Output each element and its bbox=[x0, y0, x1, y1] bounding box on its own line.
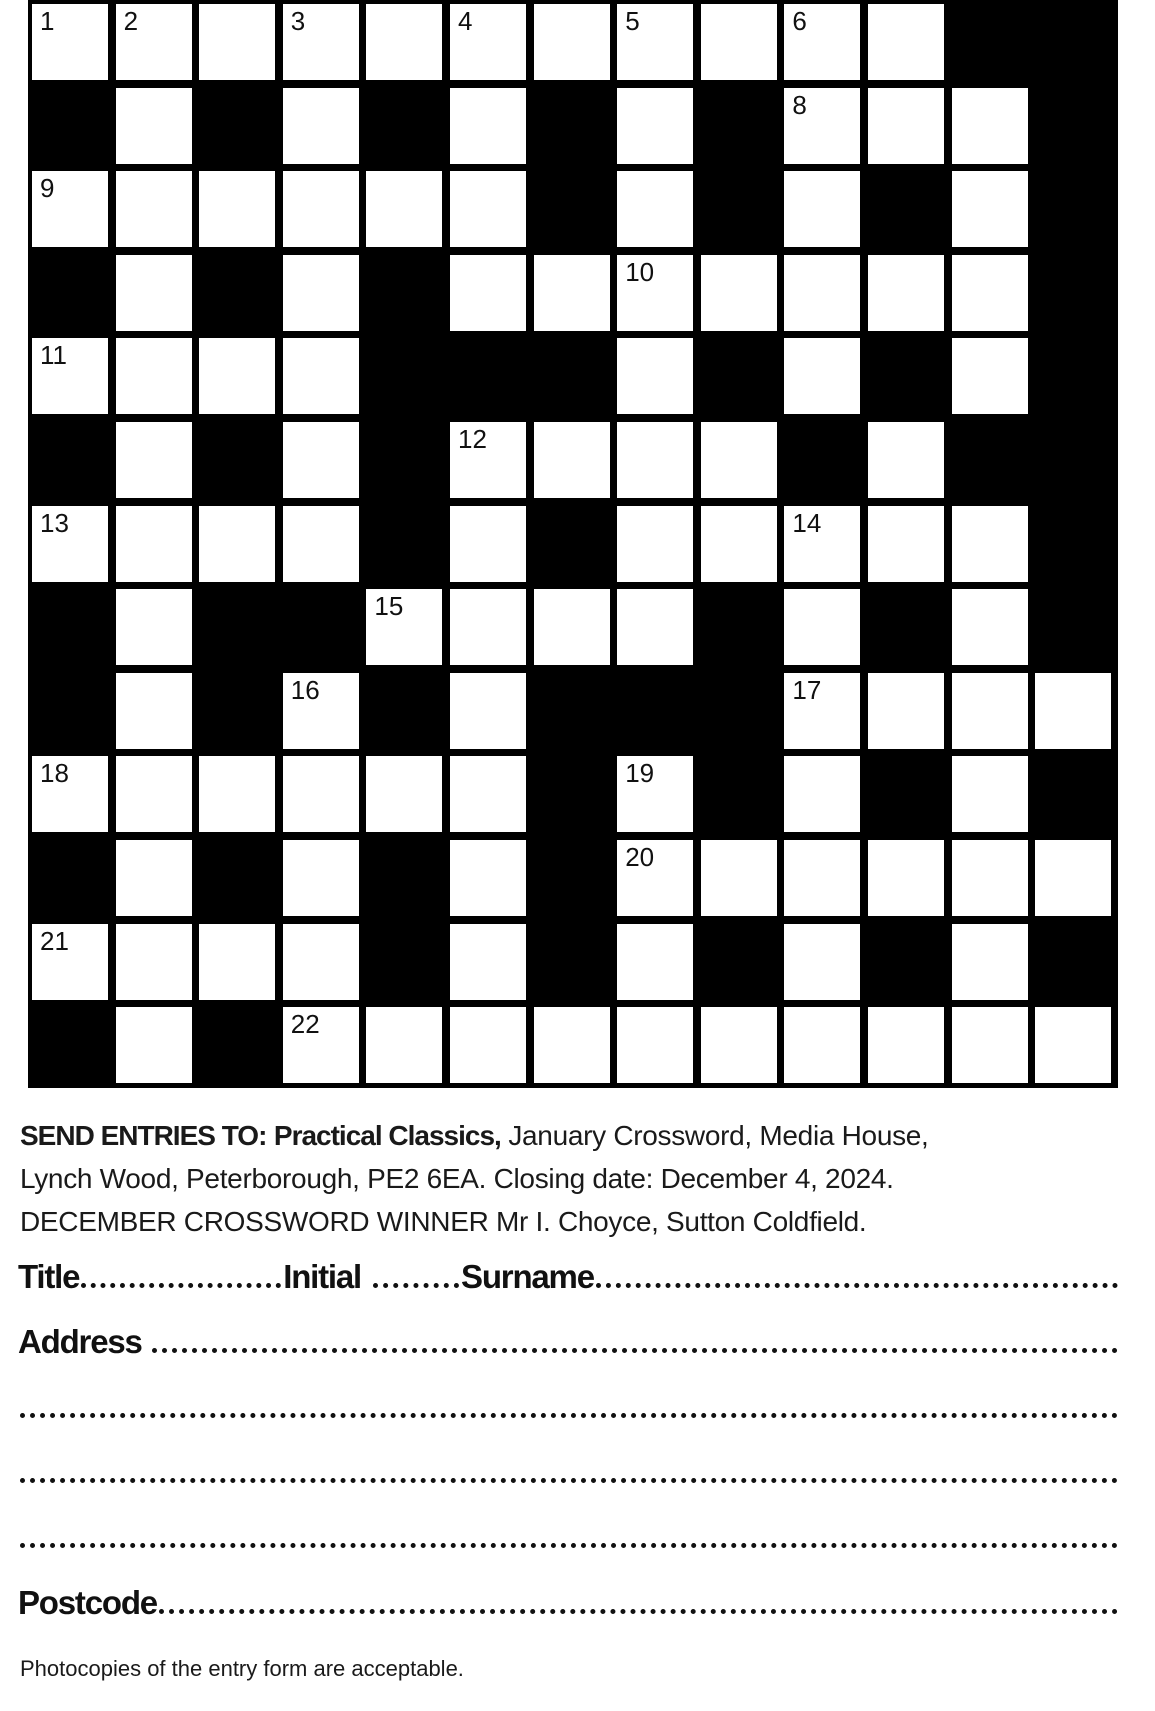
crossword-cell[interactable] bbox=[199, 171, 275, 247]
crossword-cell[interactable] bbox=[32, 171, 108, 247]
photocopy-note: Photocopies of the entry form are acceptable. bbox=[20, 1656, 464, 1681]
address-row bbox=[18, 1321, 1120, 1361]
crossword-cell[interactable] bbox=[952, 88, 1028, 164]
crossword-cell[interactable] bbox=[366, 1007, 442, 1083]
initial-label: Initial bbox=[283, 1258, 362, 1295]
crossword-cell[interactable] bbox=[116, 924, 192, 1000]
address-field-4[interactable] bbox=[20, 1543, 1118, 1548]
crossword-cell[interactable] bbox=[952, 756, 1028, 832]
crossword-cell[interactable] bbox=[450, 506, 526, 582]
magazine-name: Practical Classics, bbox=[273, 1120, 501, 1151]
crossword-cell[interactable] bbox=[868, 673, 944, 749]
crossword-cell[interactable] bbox=[617, 924, 693, 1000]
crossword-cell[interactable] bbox=[116, 673, 192, 749]
crossword-cell[interactable] bbox=[784, 171, 860, 247]
crossword-cell[interactable] bbox=[283, 4, 359, 80]
crossword-cell[interactable] bbox=[283, 88, 359, 164]
postcode-label: Postcode bbox=[18, 1584, 157, 1621]
crossword-cell[interactable] bbox=[701, 4, 777, 80]
crossword-cell[interactable] bbox=[283, 422, 359, 498]
crossword-cell[interactable] bbox=[868, 422, 944, 498]
crossword-cell[interactable] bbox=[283, 338, 359, 414]
clue-number: 22 bbox=[290, 1009, 320, 1040]
address-label: Address bbox=[18, 1323, 142, 1360]
crossword-cell[interactable] bbox=[701, 1007, 777, 1083]
crossword-cell[interactable] bbox=[450, 88, 526, 164]
crossword-cell[interactable] bbox=[1035, 1007, 1111, 1083]
crossword-cell[interactable] bbox=[617, 338, 693, 414]
crossword-cell[interactable] bbox=[116, 422, 192, 498]
address-row-2 bbox=[18, 1386, 1120, 1426]
clue-number: 4 bbox=[458, 6, 473, 36]
crossword-cell[interactable] bbox=[617, 506, 693, 582]
crossword-cell[interactable] bbox=[534, 4, 610, 80]
crossword-cell[interactable] bbox=[534, 589, 610, 665]
crossword-cell[interactable] bbox=[116, 506, 192, 582]
crossword-cell[interactable] bbox=[450, 756, 526, 832]
crossword-cell[interactable] bbox=[450, 589, 526, 665]
title-field[interactable] bbox=[81, 1283, 281, 1288]
crossword-cell[interactable] bbox=[283, 756, 359, 832]
crossword-cell[interactable] bbox=[32, 924, 108, 1000]
name-row bbox=[18, 1256, 1120, 1296]
clue-number: 1 bbox=[40, 6, 55, 36]
crossword-cell[interactable] bbox=[116, 338, 192, 414]
crossword-cell[interactable] bbox=[784, 338, 860, 414]
entry-instructions bbox=[20, 1114, 1130, 1243]
surname-label: Surname bbox=[461, 1258, 594, 1295]
crossword-cell[interactable] bbox=[784, 589, 860, 665]
crossword-cell[interactable] bbox=[116, 840, 192, 916]
clue-number: 10 bbox=[625, 256, 655, 287]
clue-number: 5 bbox=[625, 6, 640, 36]
address-line-1: January Crossword, Media House, bbox=[500, 1120, 929, 1151]
previous-winner: DECEMBER CROSSWORD WINNER Mr I. Choyce, Sutton Coldfield. bbox=[20, 1206, 867, 1237]
crossword-cell[interactable] bbox=[199, 756, 275, 832]
address-line-2: Lynch Wood, Peterborough, PE2 6EA. Closing date: December 4, 2024. bbox=[20, 1163, 894, 1194]
clue-number: 19 bbox=[625, 758, 655, 789]
crossword-cell[interactable] bbox=[868, 88, 944, 164]
crossword-cell[interactable] bbox=[199, 506, 275, 582]
address-row-3 bbox=[18, 1451, 1120, 1491]
clue-number: 16 bbox=[290, 674, 320, 705]
crossword-cell[interactable] bbox=[784, 4, 860, 80]
crossword-cell[interactable] bbox=[1035, 840, 1111, 916]
clue-number: 17 bbox=[792, 674, 822, 705]
crossword-cell[interactable] bbox=[199, 924, 275, 1000]
crossword-cell[interactable] bbox=[701, 506, 777, 582]
crossword-cell[interactable] bbox=[952, 171, 1028, 247]
crossword-cell[interactable] bbox=[450, 255, 526, 331]
crossword-cell[interactable] bbox=[1035, 673, 1111, 749]
clue-number: 18 bbox=[40, 758, 69, 789]
crossword-cell[interactable] bbox=[701, 840, 777, 916]
crossword-cell[interactable] bbox=[617, 422, 693, 498]
crossword-cell[interactable] bbox=[116, 88, 192, 164]
clue-number: 11 bbox=[40, 340, 67, 371]
crossword-cell[interactable] bbox=[32, 338, 108, 414]
crossword-cell[interactable] bbox=[868, 4, 944, 80]
crossword-cell[interactable] bbox=[701, 422, 777, 498]
crossword-cell[interactable] bbox=[450, 422, 526, 498]
crossword-cell[interactable] bbox=[116, 4, 192, 80]
initial-field[interactable] bbox=[373, 1283, 459, 1288]
crossword-cell[interactable] bbox=[199, 338, 275, 414]
crossword-cell[interactable] bbox=[784, 88, 860, 164]
crossword-cell[interactable] bbox=[450, 171, 526, 247]
crossword-cell[interactable] bbox=[952, 1007, 1028, 1083]
crossword-cell[interactable] bbox=[450, 673, 526, 749]
crossword-cell[interactable] bbox=[952, 338, 1028, 414]
crossword-cell[interactable] bbox=[116, 756, 192, 832]
crossword-cell[interactable] bbox=[617, 4, 693, 80]
crossword-cell[interactable] bbox=[617, 840, 693, 916]
crossword-cell[interactable] bbox=[534, 1007, 610, 1083]
crossword-cell[interactable] bbox=[283, 840, 359, 916]
crossword-cell[interactable] bbox=[617, 756, 693, 832]
crossword-cell[interactable] bbox=[283, 1007, 359, 1083]
crossword-cell[interactable] bbox=[784, 756, 860, 832]
clue-number: 15 bbox=[374, 591, 404, 622]
clue-number: 6 bbox=[792, 6, 807, 36]
crossword-cell[interactable] bbox=[534, 255, 610, 331]
crossword-cell[interactable] bbox=[784, 1007, 860, 1083]
crossword-cell[interactable] bbox=[283, 255, 359, 331]
crossword-cell[interactable] bbox=[952, 673, 1028, 749]
crossword-cell[interactable] bbox=[868, 1007, 944, 1083]
crossword-cell[interactable] bbox=[116, 1007, 192, 1083]
clue-number: 21 bbox=[40, 925, 69, 956]
crossword-cell[interactable] bbox=[32, 506, 108, 582]
postcode-row bbox=[18, 1582, 1120, 1622]
crossword-cell[interactable] bbox=[116, 171, 192, 247]
crossword-cell[interactable] bbox=[32, 4, 108, 80]
crossword-cell[interactable] bbox=[366, 756, 442, 832]
crossword-cell[interactable] bbox=[784, 255, 860, 331]
crossword-cell[interactable] bbox=[617, 589, 693, 665]
crossword-cell[interactable] bbox=[617, 1007, 693, 1083]
crossword-cell[interactable] bbox=[868, 840, 944, 916]
crossword-cell[interactable] bbox=[784, 924, 860, 1000]
crossword-cell[interactable] bbox=[116, 589, 192, 665]
title-label: Title bbox=[18, 1258, 80, 1295]
crossword-cell[interactable] bbox=[952, 255, 1028, 331]
crossword-cell[interactable] bbox=[952, 924, 1028, 1000]
clue-number: 20 bbox=[625, 842, 655, 872]
crossword-cell[interactable] bbox=[784, 673, 860, 749]
crossword-cell[interactable] bbox=[283, 171, 359, 247]
crossword-cell[interactable] bbox=[784, 840, 860, 916]
crossword-cell[interactable] bbox=[116, 255, 192, 331]
crossword-cell[interactable] bbox=[617, 255, 693, 331]
surname-field[interactable] bbox=[596, 1283, 1118, 1288]
crossword-cell[interactable] bbox=[952, 506, 1028, 582]
crossword-cell[interactable] bbox=[868, 255, 944, 331]
crossword-cell[interactable] bbox=[952, 840, 1028, 916]
crossword-cell[interactable] bbox=[534, 422, 610, 498]
crossword-cell[interactable] bbox=[701, 255, 777, 331]
clue-number: 2 bbox=[123, 6, 139, 36]
crossword-cell[interactable] bbox=[450, 1007, 526, 1083]
crossword-cell[interactable] bbox=[366, 589, 442, 665]
clue-number: 13 bbox=[40, 507, 69, 538]
address-field-3[interactable] bbox=[20, 1478, 1118, 1483]
crossword-cell[interactable] bbox=[617, 88, 693, 164]
crossword-cell[interactable] bbox=[283, 673, 359, 749]
clue-number: 8 bbox=[792, 89, 807, 120]
crossword-cell[interactable] bbox=[283, 924, 359, 1000]
send-entries-label: SEND ENTRIES TO: bbox=[20, 1120, 267, 1151]
address-row-4 bbox=[18, 1516, 1120, 1556]
crossword-cell[interactable] bbox=[32, 756, 108, 832]
crossword-cell[interactable] bbox=[784, 506, 860, 582]
crossword-grid bbox=[28, 0, 1118, 1088]
clue-number: 3 bbox=[290, 6, 306, 36]
crossword-cell[interactable] bbox=[366, 171, 442, 247]
crossword-cell[interactable] bbox=[366, 4, 442, 80]
clue-number: 14 bbox=[792, 507, 822, 538]
clue-number: 9 bbox=[40, 173, 55, 204]
crossword-cell[interactable] bbox=[617, 171, 693, 247]
crossword-cell[interactable] bbox=[952, 589, 1028, 665]
crossword-cell[interactable] bbox=[283, 506, 359, 582]
crossword-cell[interactable] bbox=[199, 4, 275, 80]
crossword-cell[interactable] bbox=[450, 924, 526, 1000]
address-field-2[interactable] bbox=[20, 1413, 1118, 1418]
crossword-cell[interactable] bbox=[868, 506, 944, 582]
postcode-field[interactable] bbox=[159, 1609, 1118, 1614]
crossword-cell[interactable] bbox=[450, 4, 526, 80]
crossword-cell[interactable] bbox=[450, 840, 526, 916]
clue-number: 12 bbox=[458, 424, 487, 454]
address-field-1[interactable] bbox=[152, 1348, 1118, 1353]
